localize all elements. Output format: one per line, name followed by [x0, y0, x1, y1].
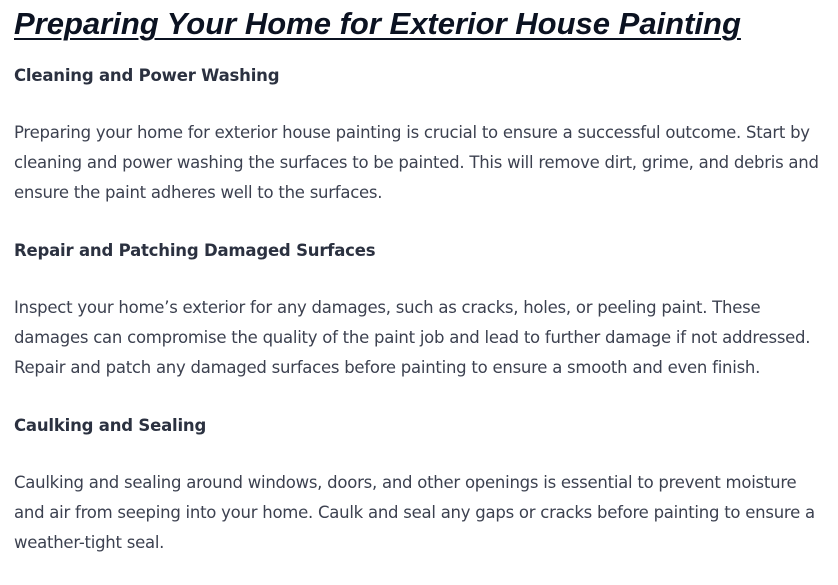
section-heading-cleaning: Cleaning and Power Washing	[14, 66, 280, 85]
section-body-caulking: Caulking and sealing around windows, doors, and other openings is essential to prevent moisture and air from seeping into your home. Caulk and seal any gaps or cracks before painting to ensure a weather-tight seal.	[14, 473, 815, 552]
section-body-repair: Inspect your home’s exterior for any damages, such as cracks, holes, or peeling paint. These damages can compromise the quality of the paint job and lead to further damage if not addressed. Repair and patch any damaged surfaces before painting to ensure a smooth and even finish.	[14, 298, 811, 377]
article-title: Preparing Your Home for Exterior House Painting	[14, 6, 741, 41]
section-heading-caulking: Caulking and Sealing	[14, 416, 207, 435]
section-heading-repair: Repair and Patching Damaged Surfaces	[14, 241, 376, 260]
section-body-cleaning: Preparing your home for exterior house painting is crucial to ensure a successful outcome. Start by cleaning and power washing the surfaces to be painted. This will remove dirt, grime, and debris and ensure the paint adheres well to the surfaces.	[14, 123, 819, 202]
